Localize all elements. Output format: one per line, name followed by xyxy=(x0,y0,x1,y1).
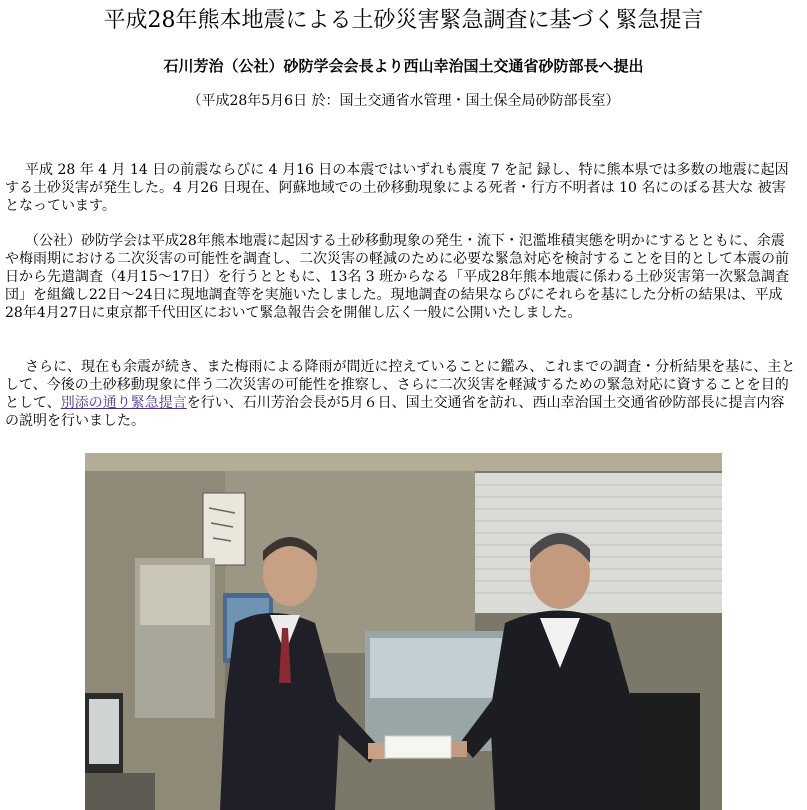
attached-recommendation-link[interactable]: 別添の通り緊急提言 xyxy=(60,395,187,411)
paragraph-recommendation-submission xyxy=(5,358,798,430)
submission-photo xyxy=(85,453,722,810)
paragraph-earthquake-overview: 平成 28 年 4 月 14 日の前震ならびに 4 月16 日の本震ではいずれも震度 7 を記 録し、特に熊本県では多数の地震に起因する土砂災害が発生した。4 月26 日現在、阿蘇地域での土砂移動現象による死者・行方不明者は 10 名にのぼる甚大な 被害となっています。 xyxy=(5,162,789,214)
paragraph-text-after-link: を行い、石川芳治会長が5月６日、国土交通省を訪れ、西山幸治国土交通省砂防部長に提言内容の説明を行いました。 xyxy=(5,395,785,429)
date-location-line: （平成28年5月6日 於：国土交通省水管理・国土保全局砂防部長室） xyxy=(187,93,620,109)
paragraph-survey-activities: （公社）砂防学会は平成28年熊本地震に起因する土砂移動現象の発生・流下・氾濫堆積実態を明かにするとともに、余震や梅雨期における二次災害の可能性を調査し、二次災害の軽減のために必要な緊急対応を検討することを目的として本震の前日から先遣調査（4月15～17日）を行うとともに、13名 3 班からなる「平成28年熊本地震に係わる土砂災害第一次緊急調査団」を組織し22日～24日に現地調査等を実施いたしました。現地調査の結果ならびにそれらを基にした分析の結果は、平成28年4月27日に東京都千代田区において緊急報告会を開催し広く一般に公開いたしました。 xyxy=(5,233,789,321)
page-title: 平成28年熊本地震による土砂災害緊急調査に基づく緊急提言 xyxy=(103,8,704,33)
page-subtitle: 石川芳治（公社）砂防学会会長より西山幸治国土交通省砂防部長へ提出 xyxy=(163,57,644,75)
paragraph-text-before-link: さらに、現在も余震が続き、また梅雨による降雨が間近に控えていることに鑑み、これまでの調査・分析結果を基に、主として、今後の土砂移動現象に伴う二次災害の可能性を推察し、さらに二次災害を軽減するための緊急対応に資することを目的として、 xyxy=(5,359,796,411)
